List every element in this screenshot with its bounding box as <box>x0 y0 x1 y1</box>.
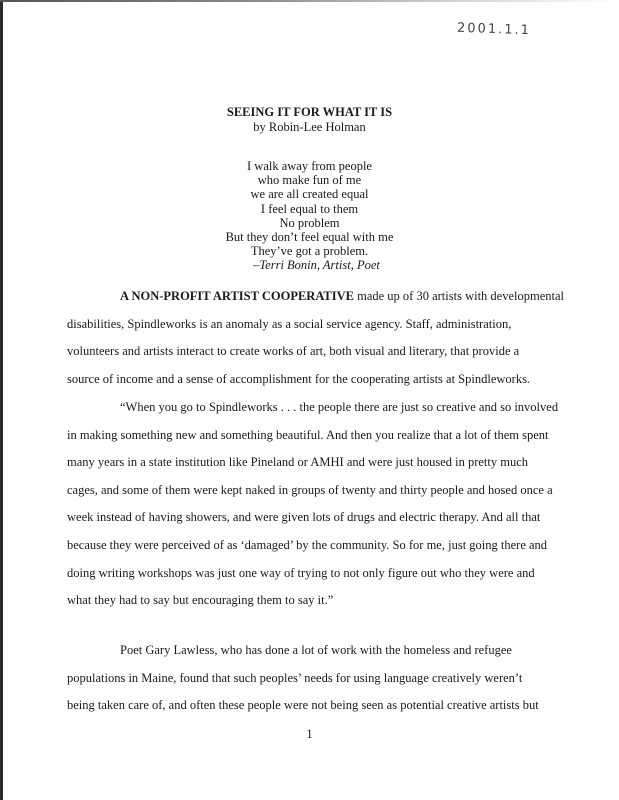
paragraph-line: populations in Maine, found that such peoples’ needs for using language creatively weren’t <box>67 670 523 685</box>
paragraph-line: source of income and a sense of accomplishment for the cooperating artists at Spindleworks. <box>67 371 531 386</box>
paragraph-line: “When you go to Spindleworks . . . the people there are just so creative and so involved <box>120 400 559 414</box>
scan-edge-top <box>0 0 619 2</box>
poem-line: we are all created equal <box>250 187 369 202</box>
paragraph-2 <box>67 394 587 615</box>
paragraph-line: being taken care of, and often these people were not being seen as potential creative artists but <box>67 698 539 713</box>
paragraph-line: week instead of having showers, and were given lots of drugs and electric therapy. And all that <box>67 510 541 525</box>
poem-line: who make fun of me <box>257 173 362 188</box>
paragraph-line-text: made up of 30 artists with developmental <box>353 289 565 303</box>
paragraph-1 <box>67 283 587 393</box>
paragraph-line: Poet Gary Lawless, who has done a lot of work with the homeless and refugee <box>120 643 512 657</box>
page-number: 1 <box>306 727 313 741</box>
poem-attribution: –Terri Bonin, Artist, Poet <box>253 258 380 273</box>
paragraph-line: volunteers and artists interact to create works of art, both visual and literary, that provide a <box>67 344 520 359</box>
document-title: SEEING IT FOR WHAT IT IS <box>226 105 393 119</box>
poem-line: They’ve got a problem. <box>250 244 369 259</box>
handwritten-annotation: 2001.1.1 <box>456 20 532 39</box>
paragraph-lead: A NON-PROFIT ARTIST COOPERATIVE <box>120 289 354 303</box>
paragraph-line: many years in a state institution like Pineland or AMHI and were just housed in pretty much <box>67 455 529 470</box>
epigraph-poem <box>0 159 619 273</box>
poem-line: But they don’t feel equal with me <box>225 230 394 245</box>
author-byline: by Robin-Lee Holman <box>253 120 366 134</box>
paragraph-line: doing writing workshops was just one way of trying to not only figure out who they were and <box>67 565 535 580</box>
paragraph-line: in making something new and something beautiful. And then you realize that a lot of them spent <box>67 427 549 442</box>
paragraph-line: what they had to say but encouraging them to say it.” <box>67 593 334 608</box>
poem-line: I walk away from people <box>247 159 372 173</box>
paragraph-line: cages, and some of them were kept naked in groups of twenty and thirty people and hosed once a <box>67 482 553 497</box>
poem-line: No problem <box>279 215 340 230</box>
paragraph-line <box>67 283 587 311</box>
poem-line: I feel equal to them <box>260 201 359 216</box>
paragraph-3 <box>67 637 587 720</box>
paragraph-line: because they were perceived of as ‘damaged’ by the community. So for me, just going there and <box>67 537 548 552</box>
paragraph-line: disabilities, Spindleworks is an anomaly as a social service agency. Staff, administration, <box>67 316 512 331</box>
